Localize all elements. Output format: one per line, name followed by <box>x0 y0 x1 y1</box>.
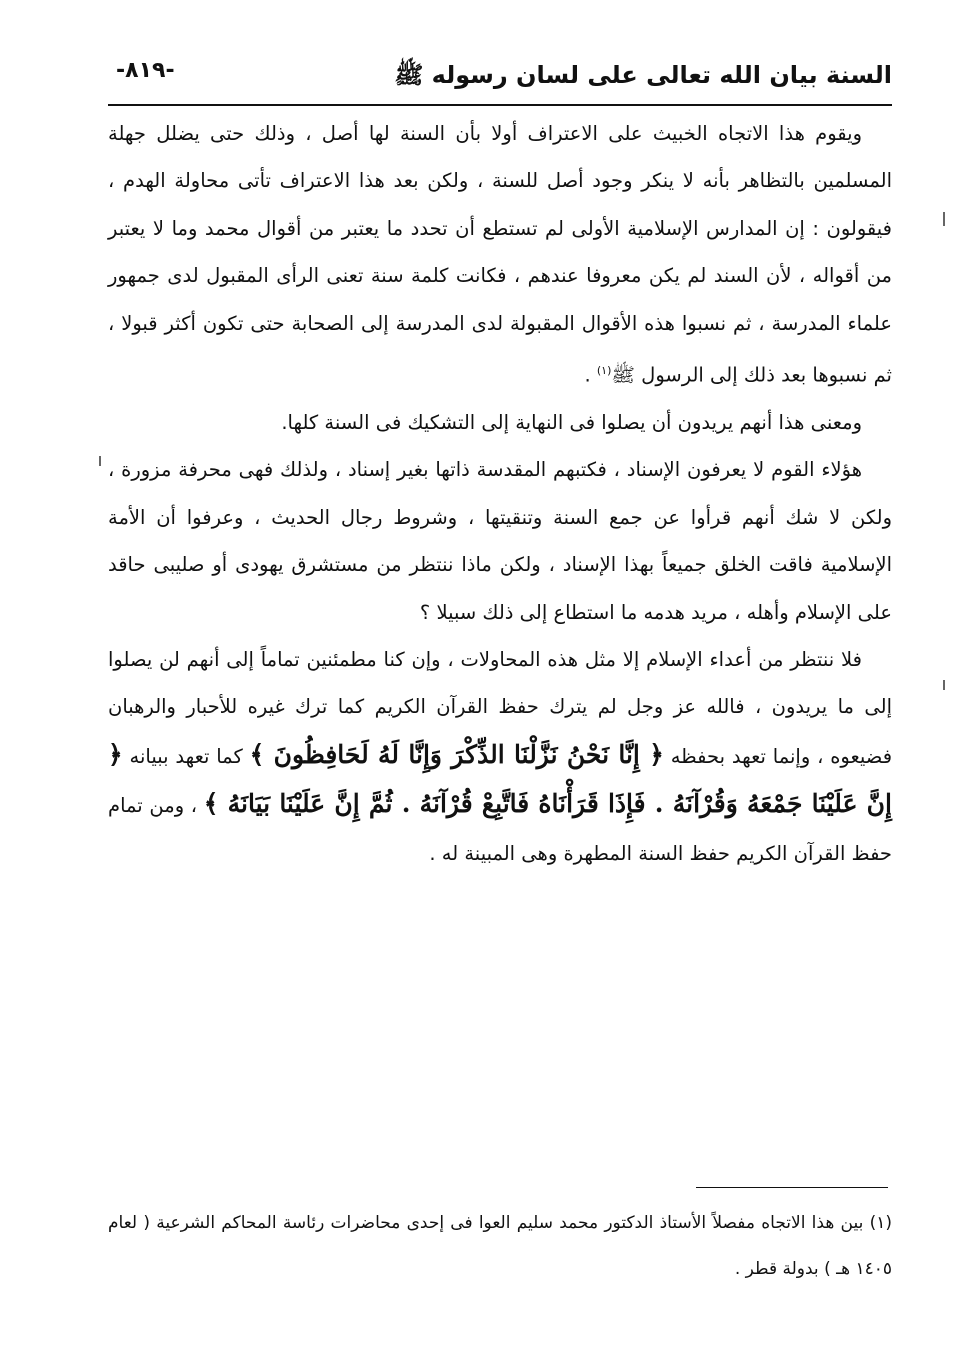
paragraph-4-text-b: كما تعهد ببيانه <box>129 744 243 768</box>
running-title: السنة بيان الله تعالى على لسان رسوله ﷺ <box>394 61 892 89</box>
footnote: (١) بين هذا الاتجاه مفصلاً الأستاذ الدكتور محمد سليم العوا فى إحدى محاضرات رئاسة المحاكم الشرعية ( لعام ١٤٠٥ هـ ) بدولة قطر . <box>108 1213 892 1279</box>
scan-speck <box>99 456 101 466</box>
quran-verse-1: ﴿ إِنَّا نَحْنُ نَزَّلْنَا الذِّكْرَ وَإِنَّا لَهُ لَحَافِظُونَ ﴾ <box>249 739 664 769</box>
paragraph-2: ومعنى هذا أنهم يريدون أن يصلوا فى النهاية إلى التشكيك فى السنة كلها. <box>281 410 862 434</box>
footnote-rule <box>696 1187 888 1188</box>
paragraph-1-text: ويقوم هذا الاتجاه الخبيث على الاعتراف أولا بأن السنة لها أصل ، وذلك حتى يضلل جهلة المسلمين بالتظاهر بأنه لا ينكر وجود أصل للسنة ، ولكن بعد هذا الاعتراف تأتى محاولة الهدم ، فيقولون : إن المدارس الإسلامية الأولى لم تستطع أن تحدد ما يعتبر من أقوال محمد وما لا يعتبر من أقواله ، لأن السند لم يكن معروفا عندهم ، فكانت كلمة سنة تعنى الرأى المقبول لدى جمهور علماء المدرسة ، ثم نسبوا هذه الأقوال المقبولة لدى المدرسة إلى الصحابة حتى تكون أكثر قبولا ، ثم نسبوها بعد ذلك إلى الرسول ﷺ <box>108 122 892 387</box>
paragraph-4-text-a: فلا ننتظر من أعداء الإسلام إلا مثل هذه المحاولات ، وإن كنا مطمئنين تماماً إلى أنهم لن يصلوا إلى ما يريدون ، فالله عز وجل لم يترك حفظ القرآن الكريم كما ترك غيره للأحبار والرهبان فضيعوه ، وإنما تعهد بحفظه <box>108 647 893 768</box>
paragraph-1 <box>108 110 892 399</box>
body-text <box>108 110 892 877</box>
quran-verse-2: ﴿ إِنَّ عَلَيْنَا جَمْعَهُ وَقُرْآنَهُ . فَإِذَا قَرَأْنَاهُ فَاتَّبِعْ قُرْآنَهُ . ثُمَّ إِنَّ عَلَيْنَا بَيَانَهُ ﴾ <box>108 739 892 819</box>
page-header <box>108 52 892 104</box>
page-number: -٨١٩- <box>116 58 175 83</box>
header-rule <box>108 104 892 106</box>
footnote-ref: (١) <box>596 364 612 378</box>
paragraph-4 <box>108 636 892 877</box>
scan-speck <box>943 680 945 690</box>
paragraph-4-text-c: ، ومن تمام حفظ القرآن الكريم حفظ السنة المطهرة وهى المبينة له . <box>108 794 892 865</box>
scan-speck <box>943 212 945 226</box>
paragraph-3: هؤلاء القوم لا يعرفون الإسناد ، فكتبهم المقدسة ذاتها بغير إسناد ، ولذلك فهى محرفة مزورة ، ولكن لا شك أنهم قرأوا عن جمع السنة وتنقيتها ، وشروط رجال الحديث ، وعرفوا أن الأمة الإسلامية فاقت الخلق جميعاً بهذا الإسناد ، ولكن ماذا ننتظر من مستشرق يهودى أو صليبى حاقد على الإسلام وأهله ، مريد هدمه ما استطاع إلى ذلك سبيلا ؟ <box>108 458 892 624</box>
paragraph-1-end: . <box>584 363 597 387</box>
